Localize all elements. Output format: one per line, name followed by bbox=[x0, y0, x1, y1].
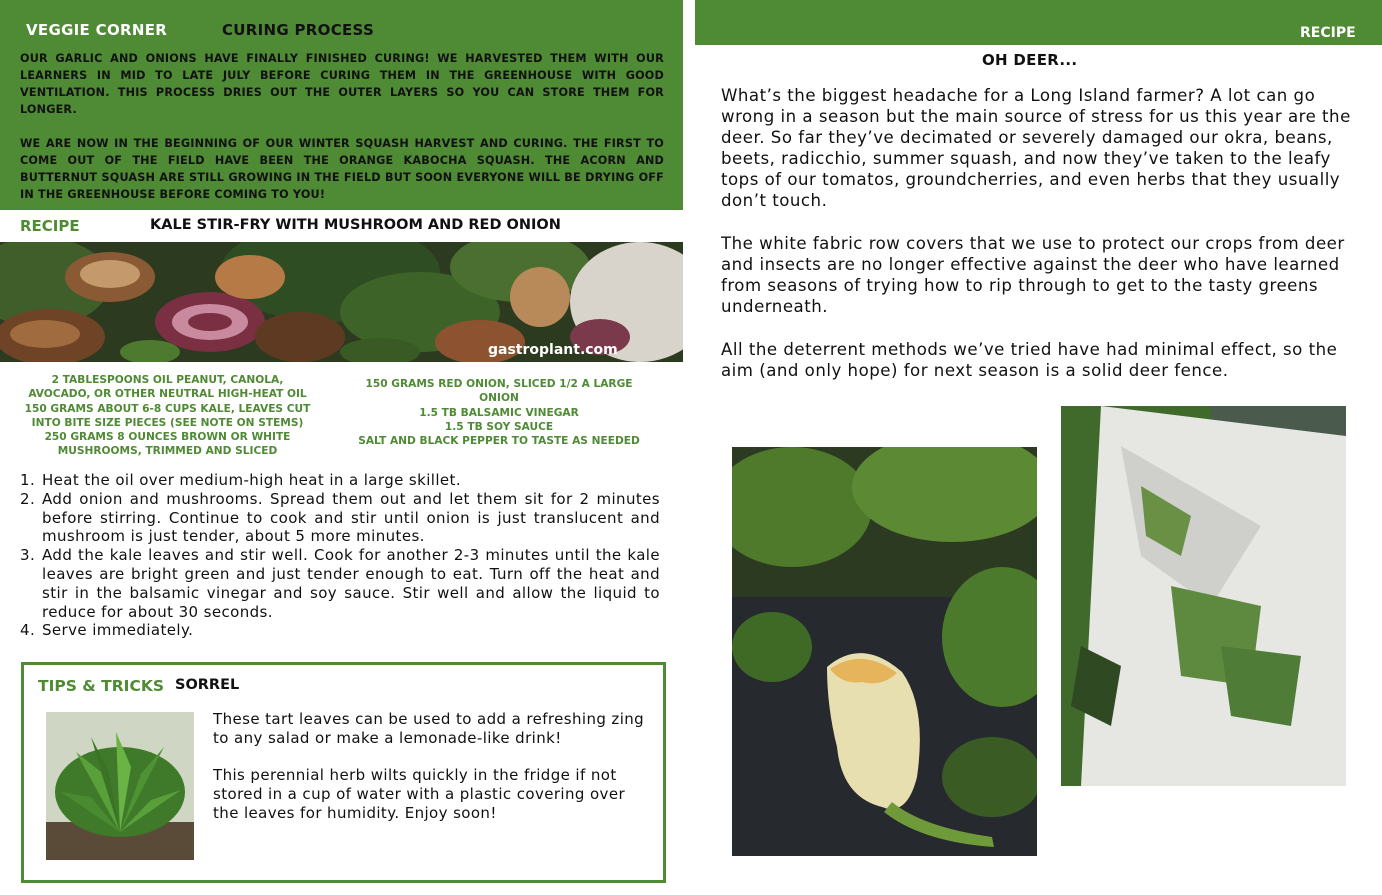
deer-paragraph-1: What’s the biggest headache for a Long Island farmer? A lot can go wrong in a season but the main source of stress for us this year are the deer. So far they’ve decimated or severely damaged our okra, beans, beets, radicchio, summer squash, and now they’ve taken to the leafy tops of our tomatos, groundcherries, and even herbs that they usually don’t touch. bbox=[721, 86, 1351, 210]
step-number: 2. bbox=[20, 489, 36, 508]
image-credit: gastroplant.com bbox=[488, 342, 618, 358]
step-number: 3. bbox=[20, 546, 36, 565]
row-cover-illustration bbox=[1061, 406, 1346, 786]
ingredient-item: 150 GRAMS ABOUT 6-8 CUPS KALE, LEAVES CUT INTO BITE SIZE PIECES (SEE NOTE ON STEMS) bbox=[24, 402, 311, 429]
recipe-step bbox=[20, 490, 660, 546]
oh-deer-title: OH DEER... bbox=[982, 51, 1078, 69]
recipe-step bbox=[20, 471, 660, 490]
veggie-corner-title: VEGGIE CORNER bbox=[26, 21, 168, 39]
sorrel-illustration bbox=[46, 712, 194, 860]
recipe-title: KALE STIR-FRY WITH MUSHROOM AND RED ONION bbox=[150, 217, 561, 233]
veggie-corner-paragraph-2: WE ARE NOW IN THE BEGINNING OF OUR WINTER SQUASH HARVEST AND CURING. THE FIRST TO COME OUT OF THE FIELD HAVE BEEN THE ORANGE KABOCHA SQUASH. THE ACORN AND BUTTERNUT SQUASH ARE STILL GROWING IN THE FIELD BUT SOON EVERYONE WILL BE DRYING OFF IN THE GREENHOUSE BEFORE COMING TO YOU! bbox=[20, 137, 664, 201]
ingredient-item: 1.5 TB BALSAMIC VINEGAR bbox=[419, 406, 579, 419]
step-text: Add the kale leaves and stir well. Cook for another 2-3 minutes until the kale leaves are bright green and just tender enough to eat. Turn off the heat and stir in the balsamic vinegar and soy sauce. Stir well and allow the liquid to reduce for about 30 seconds. bbox=[42, 546, 660, 621]
step-number: 4. bbox=[20, 621, 36, 640]
sorrel-image bbox=[46, 712, 194, 860]
tips-label: TIPS & TRICKS bbox=[38, 677, 164, 695]
step-text: Heat the oil over medium-high heat in a large skillet. bbox=[42, 471, 462, 489]
row-cover-photo bbox=[1061, 406, 1346, 786]
ingredient-item: 2 TABLESPOONS OIL PEANUT, CANOLA, AVOCADO, OR OTHER NEUTRAL HIGH-HEAT OIL bbox=[28, 374, 307, 401]
ingredient-item: 150 GRAMS RED ONION, SLICED 1/2 A LARGE ONION bbox=[365, 378, 633, 405]
recipe-step bbox=[20, 546, 660, 621]
recipe-label: RECIPE bbox=[20, 217, 80, 235]
step-number: 1. bbox=[20, 471, 36, 489]
step-text: Add onion and mushrooms. Spread them out and let them sit for 2 minutes before stirring. Continue to cook and stir until onion is just translucent and mushroom is just tender, about 5 more minutes. bbox=[42, 489, 660, 546]
damaged-squash-illustration bbox=[732, 447, 1037, 856]
tips-paragraph-1: These tart leaves can be used to add a refreshing zing to any salad or make a lemonade-like drink! bbox=[213, 710, 645, 747]
right-header-label: RECIPE bbox=[1300, 25, 1356, 41]
ingredient-item: SALT AND BLACK PEPPER TO TASTE AS NEEDED bbox=[358, 435, 640, 448]
ingredients-left bbox=[20, 373, 315, 459]
veggie-corner-subtitle: CURING PROCESS bbox=[222, 21, 375, 39]
recipe-step bbox=[20, 621, 660, 640]
tips-paragraph-2: This perennial herb wilts quickly in the fridge if not stored in a cup of water with a plastic covering over the leaves for humidity. Enjoy soon! bbox=[213, 766, 626, 822]
right-header-bar bbox=[695, 0, 1382, 45]
ingredients-right bbox=[355, 377, 643, 448]
deer-paragraph-2: The white fabric row covers that we use to protect our crops from deer and insects are no longer effective against the deer who have learned from seasons of trying how to rip through to get to the tasty greens underneath. bbox=[721, 234, 1345, 316]
veggie-corner-paragraph-1: OUR GARLIC AND ONIONS HAVE FINALLY FINISHED CURING! WE HARVESTED THEM WITH OUR LEARNERS IN MID TO LATE JULY BEFORE CURING THEM IN THE GREENHOUSE WITH GOOD VENTILATION. THIS PROCESS DRIES OUT THE OUTER LAYERS SO YOU CAN STORE THEM FOR LONGER. bbox=[20, 52, 664, 116]
damaged-squash-photo bbox=[732, 447, 1037, 856]
step-text: Serve immediately. bbox=[42, 621, 194, 640]
recipe-steps bbox=[20, 471, 660, 640]
ingredient-item: 1.5 TB SOY SAUCE bbox=[444, 420, 554, 433]
deer-paragraph-3: All the deterrent methods we’ve tried have had minimal effect, so the aim (and only hope) for next season is a solid deer fence. bbox=[721, 340, 1338, 380]
tips-subtitle: SORREL bbox=[175, 677, 240, 693]
ingredient-item: 250 GRAMS 8 OUNCES BROWN OR WHITE MUSHROOMS, TRIMMED AND SLICED bbox=[44, 431, 291, 458]
